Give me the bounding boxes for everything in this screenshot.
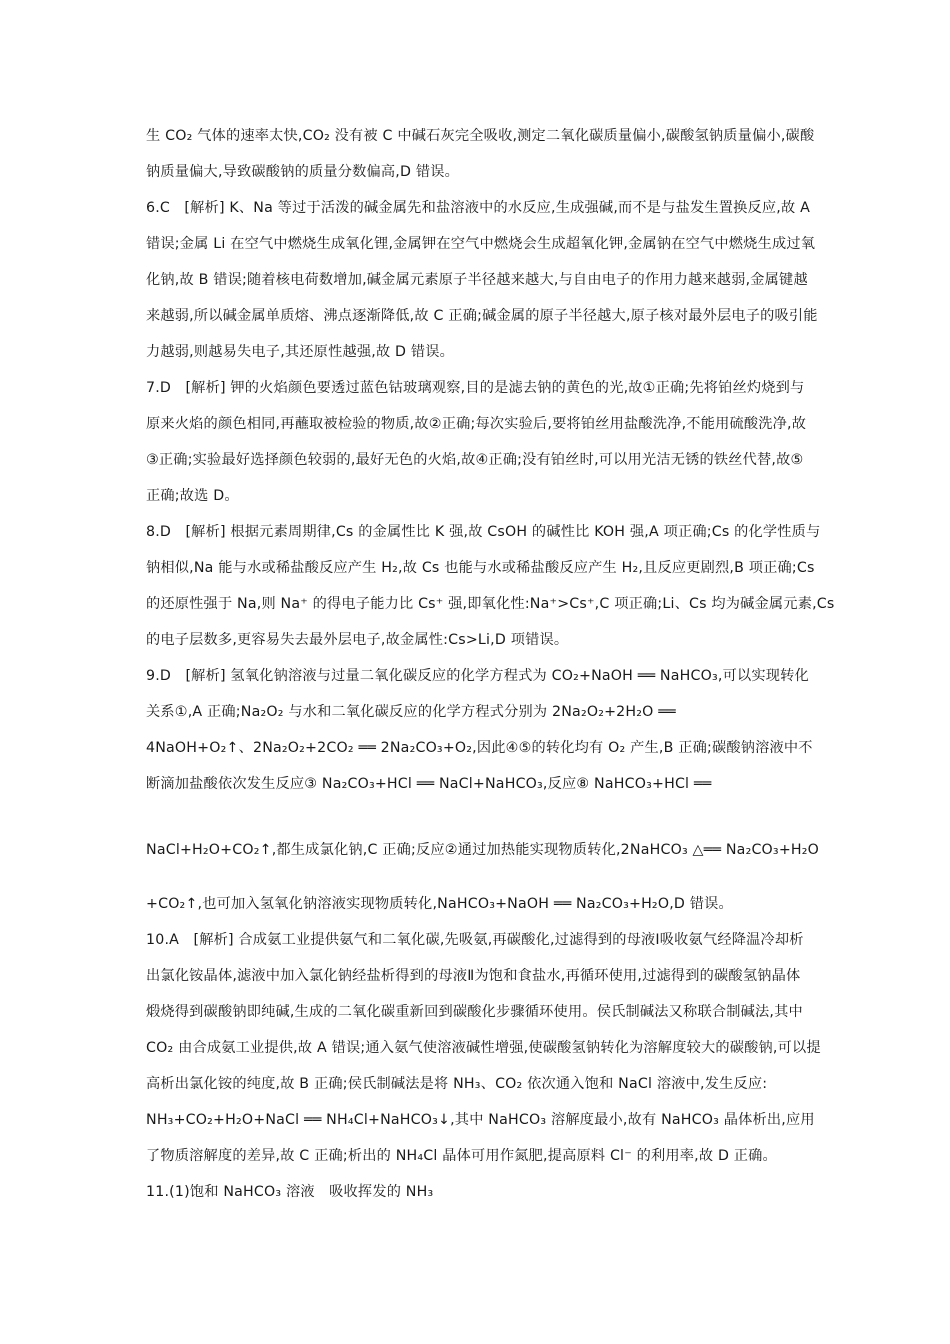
text-line: 钠质量偏大,导致碳酸钠的质量分数偏高,D 错误。 <box>146 164 460 180</box>
text-line: 9.D [解析] 氢氧化钠溶液与过量二氧化碳反应的化学方程式为 CO₂+NaOH ══ NaHCO₃,可以实现转化 <box>146 668 809 684</box>
text-line: 7.D [解析] 钾的火焰颜色要透过蓝色钴玻璃观察,目的是滤去钠的黄色的光,故①正确;先将铂丝灼烧到与 <box>146 380 805 396</box>
text-line: +CO₂↑,也可加入氢氧化钠溶液实现物质转化,NaHCO₃+NaOH ══ Na₂CO₃+H₂O,D 错误。 <box>146 896 733 912</box>
text-line: 化钠,故 B 错误;随着核电荷数增加,碱金属元素原子半径越来越大,与自由电子的作用力越来越弱,金属键越 <box>146 272 808 288</box>
text-line: 正确;故选 D。 <box>146 488 239 504</box>
text-line: 煅烧得到碳酸钠即纯碱,生成的二氧化碳重新回到碳酸化步骤循环使用。侯氏制碱法又称联合制碱法,其中 <box>146 1004 803 1020</box>
text-line: 来越弱,所以碱金属单质熔、沸点逐渐降低,故 C 正确;碱金属的原子半径越大,原子核对最外层电子的吸引能 <box>146 308 818 324</box>
text-line: 钠相似,Na 能与水或稀盐酸反应产生 H₂,故 Cs 也能与水或稀盐酸反应产生 H₂,且反应更剧烈,B 项正确;Cs <box>146 560 815 576</box>
text-line: 8.D [解析] 根据元素周期律,Cs 的金属性比 K 强,故 CsOH 的碱性比 KOH 强,A 项正确;Cs 的化学性质与 <box>146 524 821 540</box>
text-line: 的电子层数多,更容易失去最外层电子,故金属性:Cs>Li,D 项错误。 <box>146 632 569 648</box>
text-line: NaCl+H₂O+CO₂↑,都生成氯化钠,C 正确;反应②通过加热能实现物质转化,2NaHCO₃ △══ Na₂CO₃+H₂O <box>146 842 820 858</box>
text-line: 原来火焰的颜色相同,再蘸取被检验的物质,故②正确;每次实验后,要将铂丝用盐酸洗净,不能用硫酸洗净,故 <box>146 416 807 432</box>
text-line: 6.C [解析] K、Na 等过于活泼的碱金属先和盐溶液中的水反应,生成强碱,而不是与盐发生置换反应,故 A <box>146 200 811 216</box>
text-line: 10.A [解析] 合成氨工业提供氨气和二氧化碳,先吸氨,再碳酸化,过滤得到的母液Ⅰ吸收氨气经降温冷却析 <box>146 932 804 948</box>
text-line: 生 CO₂ 气体的速率太快,CO₂ 没有被 C 中碱石灰完全吸收,测定二氧化碳质量偏小,碳酸氢钠质量偏小,碳酸 <box>146 128 815 144</box>
text-line: 关系①,A 正确;Na₂O₂ 与水和二氧化碳反应的化学方程式分别为 2Na₂O₂+2H₂O ══ <box>146 704 676 720</box>
text-line: 11.(1)饱和 NaHCO₃ 溶液 吸收挥发的 NH₃ <box>146 1184 434 1200</box>
text-line: 断滴加盐酸依次发生反应③ Na₂CO₃+HCl ══ NaCl+NaHCO₃,反应⑧ NaHCO₃+HCl ══ <box>146 776 712 792</box>
text-line: NH₃+CO₂+H₂O+NaCl ══ NH₄Cl+NaHCO₃↓,其中 NaHCO₃ 溶解度最小,故有 NaHCO₃ 晶体析出,应用 <box>146 1112 815 1128</box>
text-line: 4NaOH+O₂↑、2Na₂O₂+2CO₂ ══ 2Na₂CO₃+O₂,因此④⑤的转化均有 O₂ 产生,B 正确;碳酸钠溶液中不 <box>146 740 813 756</box>
text-line: 错误;金属 Li 在空气中燃烧生成氧化锂,金属钾在空气中燃烧会生成超氧化钾,金属钠在空气中燃烧生成过氧 <box>146 236 816 252</box>
text-line: 力越弱,则越易失电子,其还原性越强,故 D 错误。 <box>146 344 455 360</box>
text-line: CO₂ 由合成氨工业提供,故 A 错误;通入氨气使溶液碱性增强,使碳酸氢钠转化为溶解度较大的碳酸钠,可以提 <box>146 1040 821 1056</box>
text-line: ③正确;实验最好选择颜色较弱的,最好无色的火焰,故④正确;没有铂丝时,可以用光洁无锈的铁丝代替,故⑤ <box>146 452 804 468</box>
text-line: 出氯化铵晶体,滤液中加入氯化钠经盐析得到的母液Ⅱ为饱和食盐水,再循环使用,过滤得到的碳酸氢钠晶体 <box>146 968 801 984</box>
text-line: 的还原性强于 Na,则 Na⁺ 的得电子能力比 Cs⁺ 强,即氧化性:Na⁺>Cs⁺,C 项正确;Li、Cs 均为碱金属元素,Cs <box>146 596 835 612</box>
text-line: 了物质溶解度的差异,故 C 正确;析出的 NH₄Cl 晶体可用作氮肥,提高原料 Cl⁻ 的利用率,故 D 正确。 <box>146 1148 777 1164</box>
text-line: 高析出氯化铵的纯度,故 B 正确;侯氏制碱法是将 NH₃、CO₂ 依次通入饱和 NaCl 溶液中,发生反应: <box>146 1076 768 1092</box>
